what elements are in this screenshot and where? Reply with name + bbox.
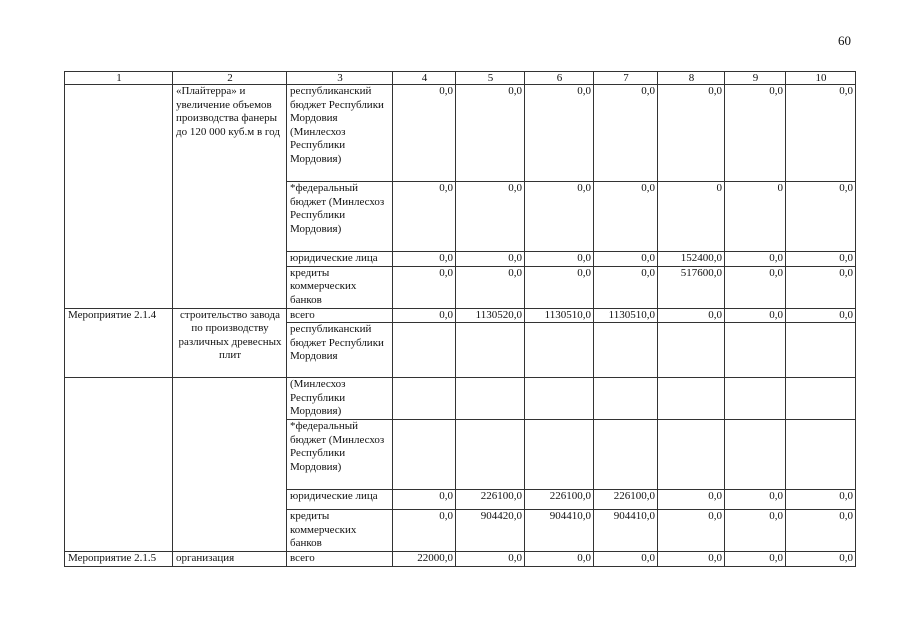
value-cell: 226100,0 <box>525 490 594 510</box>
value-cell: 0,0 <box>786 252 856 267</box>
value-cell: 0,0 <box>658 510 725 552</box>
value-cell: 0,0 <box>786 182 856 252</box>
value-cell: 1130520,0 <box>456 308 525 323</box>
value-cell <box>658 378 725 420</box>
measure-description: организация <box>173 552 287 567</box>
value-cell: 1130510,0 <box>594 308 658 323</box>
value-cell: 0,0 <box>786 85 856 182</box>
value-cell: 0,0 <box>525 85 594 182</box>
value-cell: 0,0 <box>725 552 786 567</box>
value-cell: 904410,0 <box>525 510 594 552</box>
value-cell <box>658 420 725 490</box>
col-header: 4 <box>393 72 456 85</box>
value-cell: 1130510,0 <box>525 308 594 323</box>
value-cell: 0,0 <box>725 252 786 267</box>
value-cell <box>725 420 786 490</box>
value-cell: 0,0 <box>725 266 786 308</box>
value-cell: 0,0 <box>786 510 856 552</box>
col-header: 3 <box>287 72 393 85</box>
value-cell: 0,0 <box>393 182 456 252</box>
value-cell: 0,0 <box>393 308 456 323</box>
value-cell: 904410,0 <box>594 510 658 552</box>
measure-name: Мероприятие 2.1.5 <box>65 552 173 567</box>
funding-source: *федеральный бюджет (Минлесхоз Республики Мордовия) <box>287 182 393 252</box>
col-header: 5 <box>456 72 525 85</box>
value-cell <box>594 420 658 490</box>
col-header: 1 <box>65 72 173 85</box>
funding-source: юридические лица <box>287 252 393 267</box>
value-cell: 0,0 <box>456 85 525 182</box>
value-cell <box>594 378 658 420</box>
value-cell <box>393 323 456 378</box>
table-row <box>65 85 856 182</box>
measure-description: «Плайтерра» и увеличение объемов производства фанеры до 120 000 куб.м в год <box>173 85 287 309</box>
col-header: 9 <box>725 72 786 85</box>
value-cell: 0,0 <box>456 252 525 267</box>
value-cell: 0,0 <box>393 490 456 510</box>
value-cell: 0,0 <box>786 266 856 308</box>
value-cell: 0,0 <box>725 510 786 552</box>
value-cell: 0,0 <box>525 552 594 567</box>
measure-name: Мероприятие 2.1.4 <box>65 308 173 378</box>
table-row <box>65 378 856 420</box>
value-cell: 0,0 <box>594 85 658 182</box>
value-cell: 0,0 <box>393 266 456 308</box>
col-header: 2 <box>173 72 287 85</box>
funding-source: всего <box>287 552 393 567</box>
value-cell: 0,0 <box>594 182 658 252</box>
value-cell: 0,0 <box>393 510 456 552</box>
value-cell <box>525 378 594 420</box>
table-row <box>65 552 856 567</box>
value-cell: 226100,0 <box>456 490 525 510</box>
value-cell: 0,0 <box>658 308 725 323</box>
value-cell: 0,0 <box>525 182 594 252</box>
value-cell: 22000,0 <box>393 552 456 567</box>
value-cell <box>658 323 725 378</box>
col-header: 10 <box>786 72 856 85</box>
value-cell: 0 <box>725 182 786 252</box>
measure-description: строительство завода по производству различных древесных плит <box>173 308 287 378</box>
value-cell: 0,0 <box>658 490 725 510</box>
table-row <box>65 308 856 323</box>
funding-source: всего <box>287 308 393 323</box>
page-number: 60 <box>838 33 851 48</box>
funding-source: (Минлесхоз Республики Мордовия) <box>287 378 393 420</box>
value-cell <box>525 420 594 490</box>
value-cell <box>786 378 856 420</box>
value-cell: 0,0 <box>786 490 856 510</box>
value-cell: 0,0 <box>393 252 456 267</box>
value-cell <box>786 420 856 490</box>
budget-table <box>64 71 856 567</box>
value-cell: 152400,0 <box>658 252 725 267</box>
value-cell: 904420,0 <box>456 510 525 552</box>
value-cell <box>456 420 525 490</box>
value-cell: 226100,0 <box>594 490 658 510</box>
value-cell: 0 <box>658 182 725 252</box>
value-cell: 0,0 <box>456 552 525 567</box>
value-cell: 0,0 <box>594 552 658 567</box>
value-cell: 0,0 <box>594 252 658 267</box>
measure-cell <box>65 85 173 309</box>
value-cell: 0,0 <box>594 266 658 308</box>
measure-description <box>173 378 287 552</box>
col-header: 7 <box>594 72 658 85</box>
value-cell <box>725 378 786 420</box>
value-cell: 0,0 <box>393 85 456 182</box>
value-cell: 0,0 <box>725 85 786 182</box>
funding-source: юридические лица <box>287 490 393 510</box>
value-cell <box>393 378 456 420</box>
value-cell: 0,0 <box>456 266 525 308</box>
value-cell <box>594 323 658 378</box>
funding-source: республиканский бюджет Республики Мордовия <box>287 323 393 378</box>
funding-source: *федеральный бюджет (Минлесхоз Республики Мордовия) <box>287 420 393 490</box>
value-cell: 0,0 <box>725 308 786 323</box>
value-cell: 0,0 <box>456 182 525 252</box>
funding-source: кредиты коммерческих банков <box>287 510 393 552</box>
value-cell <box>393 420 456 490</box>
value-cell <box>725 323 786 378</box>
col-header: 8 <box>658 72 725 85</box>
value-cell: 0,0 <box>525 252 594 267</box>
value-cell: 0,0 <box>658 552 725 567</box>
value-cell: 0,0 <box>725 490 786 510</box>
value-cell <box>456 378 525 420</box>
col-header: 6 <box>525 72 594 85</box>
funding-source: кредиты коммерческих банков <box>287 266 393 308</box>
value-cell: 0,0 <box>658 85 725 182</box>
value-cell <box>456 323 525 378</box>
value-cell: 517600,0 <box>658 266 725 308</box>
value-cell <box>786 323 856 378</box>
value-cell <box>525 323 594 378</box>
value-cell: 0,0 <box>786 308 856 323</box>
funding-source: республиканский бюджет Республики Мордовия (Минлесхоз Республики Мордовия) <box>287 85 393 182</box>
column-number-row <box>65 72 856 85</box>
value-cell: 0,0 <box>786 552 856 567</box>
value-cell: 0,0 <box>525 266 594 308</box>
measure-cell <box>65 378 173 552</box>
